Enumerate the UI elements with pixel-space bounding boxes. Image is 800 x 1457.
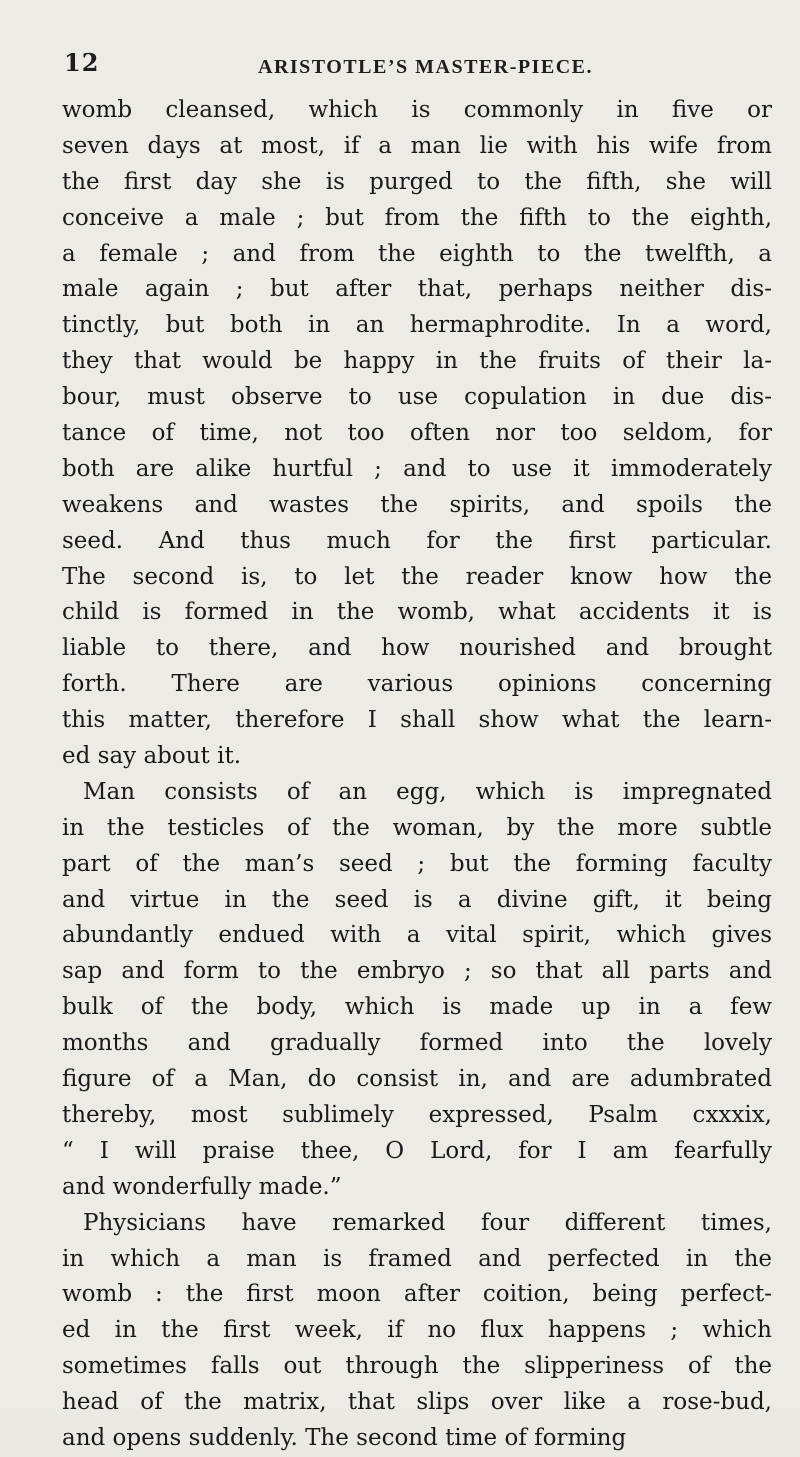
text-line: Physicians have remarked four different times,	[83, 1209, 772, 1236]
text-line: sometimes falls out through the slipperiness of the	[62, 1353, 772, 1380]
body-text	[62, 93, 772, 1457]
text-line: they that would be happy in the fruits of their la-	[62, 348, 772, 375]
text-line: tance of time, not too often nor too seldom, for	[62, 420, 772, 447]
text-line: the first day she is purged to the fifth, she will	[62, 168, 772, 195]
text-line: seven days at most, if a man lie with his wife from	[62, 132, 772, 159]
text-line: The second is, to let the reader know how the	[62, 563, 772, 590]
text-line: bulk of the body, which is made up in a few	[62, 994, 772, 1021]
text-line: both are alike hurtful ; and to use it immoderately	[62, 455, 772, 482]
paragraph	[62, 93, 772, 775]
text-line: in which a man is framed and perfected in the	[62, 1245, 772, 1272]
text-line: Man consists of an egg, which is impregnated	[83, 778, 772, 805]
text-line: male again ; but after that, perhaps neither dis-	[62, 276, 772, 303]
text-line: ed say about it.	[62, 743, 242, 770]
paragraph	[62, 775, 772, 1206]
text-line: ed in the first week, if no flux happens ; which	[62, 1317, 772, 1344]
text-line: thereby, most sublimely expressed, Psalm cxxxix,	[62, 1101, 772, 1128]
text-line: liable to there, and how nourished and brought	[62, 635, 772, 662]
page-number: 12	[64, 48, 100, 77]
text-line: this matter, therefore I shall show what the learn-	[62, 707, 772, 734]
text-line: bour, must observe to use copulation in due dis-	[62, 384, 772, 411]
text-line: months and gradually formed into the lovely	[62, 1030, 772, 1057]
text-line: figure of a Man, do consist in, and are adumbrated	[62, 1066, 772, 1093]
text-line: and opens suddenly. The second time of forming	[62, 1424, 627, 1451]
text-line: part of the man’s seed ; but the forming faculty	[62, 850, 772, 877]
text-line: and wonderfully made.”	[62, 1173, 342, 1200]
text-line: sap and form to the embryo ; so that all parts and	[62, 958, 772, 985]
running-title: ARISTOTLE’S MASTER-PIECE.	[258, 56, 593, 78]
text-line: forth. There are various opinions concerning	[62, 671, 772, 698]
text-line: womb : the first moon after coition, being perfect-	[62, 1281, 772, 1308]
text-line: head of the matrix, that slips over like a rose-bud,	[62, 1389, 772, 1416]
text-line: in the testicles of the woman, by the more subtle	[62, 814, 772, 841]
page-header	[58, 46, 773, 86]
text-line: weakens and wastes the spirits, and spoils the	[62, 491, 772, 518]
text-line: and virtue in the seed is a divine gift, it being	[62, 886, 772, 913]
text-line: seed. And thus much for the first particular.	[62, 527, 772, 554]
text-line: child is formed in the womb, what accidents it is	[62, 599, 772, 626]
paragraph	[62, 1206, 772, 1457]
text-line: “ I will praise thee, O Lord, for I am fearfully	[62, 1137, 772, 1164]
text-line: a female ; and from the eighth to the twelfth, a	[62, 240, 772, 267]
text-line: tinctly, but both in an hermaphrodite. In a word,	[62, 312, 772, 339]
text-line: womb cleansed, which is commonly in five or	[62, 97, 772, 123]
text-line: abundantly endued with a vital spirit, which gives	[62, 922, 772, 949]
text-line: conceive a male ; but from the fifth to the eighth,	[62, 204, 772, 231]
